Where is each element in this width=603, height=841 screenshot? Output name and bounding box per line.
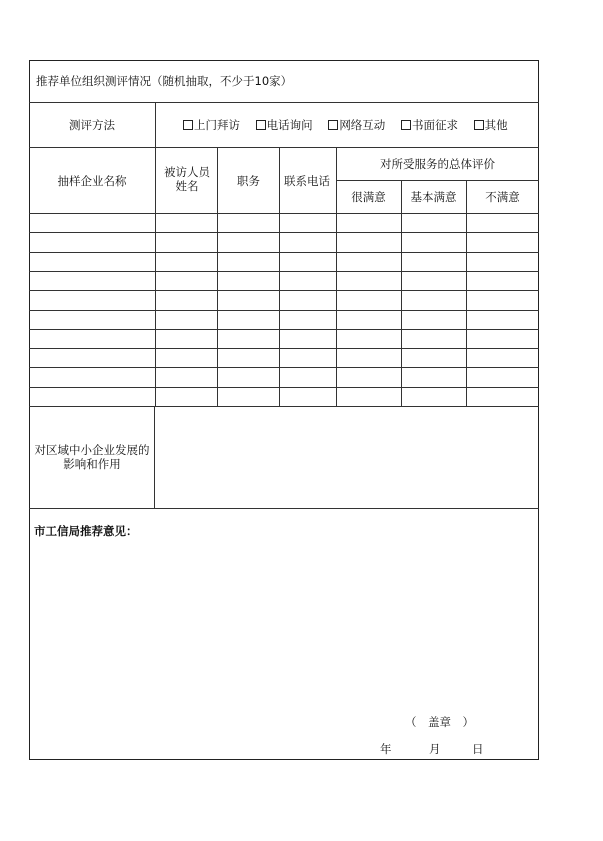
option-other[interactable]: 其他	[474, 118, 508, 132]
table-row-line	[29, 252, 539, 253]
method-options	[183, 118, 508, 132]
col-phone: 联系电话	[284, 174, 330, 188]
col-person: 被访人员姓名	[164, 165, 210, 193]
divider	[29, 406, 539, 407]
divider	[29, 147, 539, 148]
col-company: 抽样企业名称	[57, 174, 127, 188]
divider	[29, 213, 539, 214]
table-row-line	[29, 329, 539, 330]
checkbox-icon[interactable]	[474, 120, 484, 130]
impact-input-area[interactable]	[156, 408, 536, 506]
table-row-line	[29, 271, 539, 272]
col-position: 职务	[237, 174, 260, 188]
date-year: 年	[380, 742, 392, 756]
date-day: 日	[472, 742, 484, 756]
seal-label: （ 盖章 ）	[405, 715, 474, 729]
divider	[29, 508, 539, 509]
option-online[interactable]: 网络互动	[328, 118, 385, 132]
impact-label: 对区域中小企业发展的影响和作用	[34, 443, 150, 471]
table-row-line	[29, 310, 539, 311]
method-label: 测评方法	[69, 118, 115, 132]
option-phone[interactable]: 电话询问	[256, 118, 313, 132]
col-eval: 对所受服务的总体评价	[380, 157, 495, 171]
eval-very-satisfied: 很满意	[351, 190, 386, 204]
eval-basically-satisfied: 基本满意	[410, 190, 457, 204]
table-row-line	[29, 367, 539, 368]
section-title: 推荐单位组织测评情况（随机抽取，不少于10家）	[36, 74, 293, 88]
table-row-line	[29, 290, 539, 291]
opinion-input-area[interactable]	[33, 542, 533, 702]
divider	[336, 180, 539, 181]
option-visit[interactable]: 上门拜访	[183, 118, 240, 132]
table-row-line	[29, 232, 539, 233]
divider	[154, 406, 155, 508]
checkbox-icon[interactable]	[401, 120, 411, 130]
option-written[interactable]: 书面征求	[401, 118, 458, 132]
eval-unsatisfied: 不满意	[485, 190, 520, 204]
date-month: 月	[429, 742, 441, 756]
checkbox-icon[interactable]	[328, 120, 338, 130]
checkbox-icon[interactable]	[256, 120, 266, 130]
table-row-line	[29, 387, 539, 388]
checkbox-icon[interactable]	[183, 120, 193, 130]
divider	[29, 102, 539, 103]
table-row-line	[29, 348, 539, 349]
opinion-label: 市工信局推荐意见：	[34, 524, 138, 538]
